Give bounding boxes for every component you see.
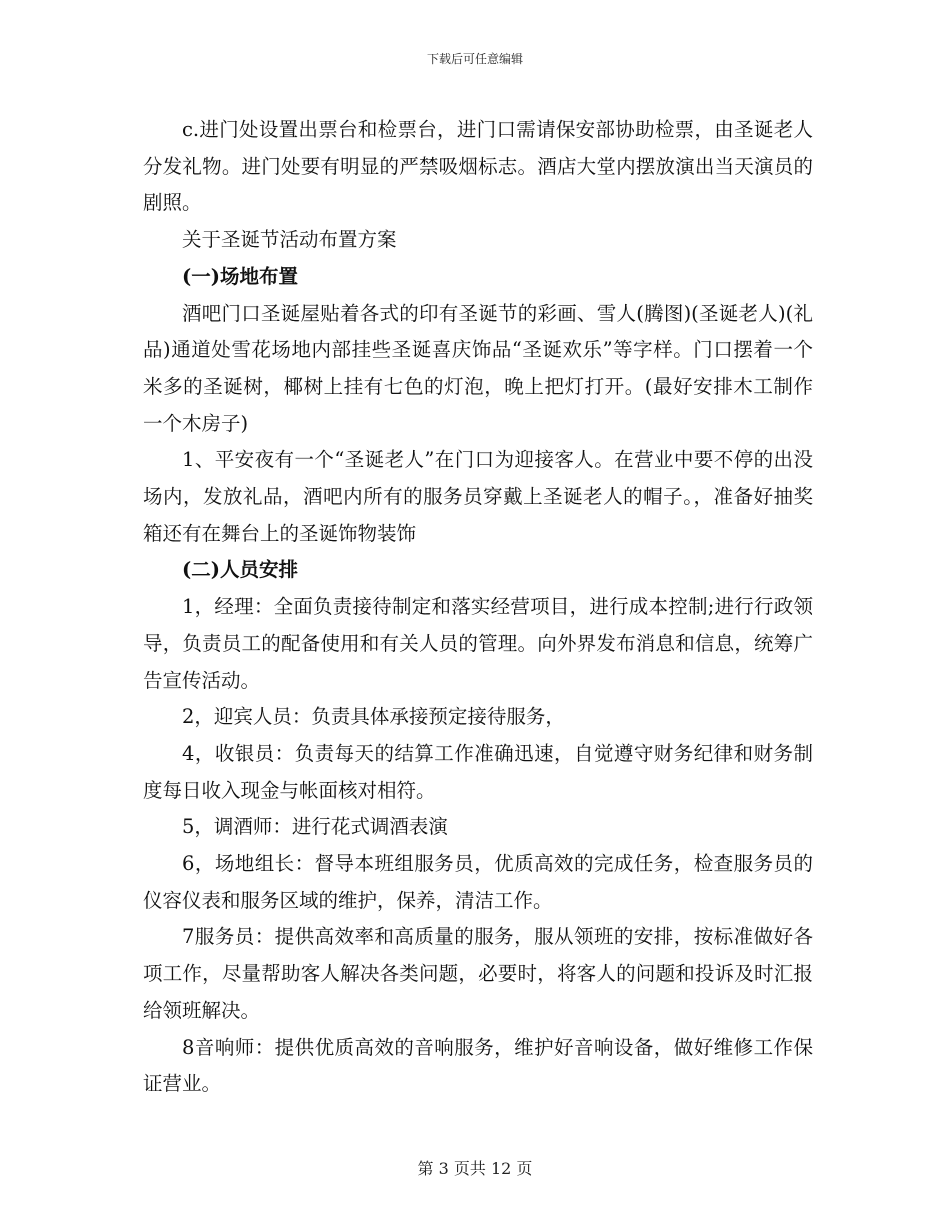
paragraph-floor-leader: 6，场地组长：督导本班组服务员，优质高效的完成任务，检查服务员的仪容仪表和服务区域的维护，保养，清洁工作。	[143, 852, 813, 912]
heading-staff-arrangement: (二)人员安排	[182, 558, 298, 582]
page-header: 下载后可任意编辑	[426, 52, 523, 66]
page-footer: 第 3 页共 12 页	[417, 1159, 533, 1178]
paragraph-waiter: 7服务员：提供高效率和高质量的服务，服从领班的安排，按标准做好各项工作，尽量帮助客人解决各类问题，必要时，将客人的问题和投诉及时汇报给领班解决。	[143, 925, 813, 1022]
paragraph-christmas-eve: 1、平安夜有一个“圣诞老人”在门口为迎接客人。在营业中要不停的出没场内，发放礼品，酒吧内所有的服务员穿戴上圣诞老人的帽子。，准备好抽奖箱还有在舞台上的圣诞饰物装饰	[143, 448, 813, 545]
document-body	[143, 112, 813, 1103]
heading-venue-layout: (一)场地布置	[182, 264, 298, 288]
paragraph-manager: 1，经理：全面负责接待制定和落实经营项目，进行成本控制;进行行政领导，负责员工的配备使用和有关人员的管理。向外界发布消息和信息，统筹广告宣传活动。	[143, 595, 813, 692]
paragraph-sound-engineer: 8音响师：提供优质高效的音响服务，维护好音响设备，做好维修工作保证营业。	[143, 1035, 813, 1096]
paragraph-cashier: 4，收银员：负责每天的结算工作准确迅速，自觉遵守财务纪律和财务制度每日收入现金与帐面核对相符。	[143, 741, 813, 802]
paragraph-entrance-setup: c.进门处设置出票台和检票台，进门口需请保安部协助检票，由圣诞老人分发礼物。进门处要有明显的严禁吸烟标志。酒店大堂内摆放演出当天演员的剧照。	[143, 118, 813, 215]
paragraph-bartender: 5，调酒师：进行花式调酒表演	[182, 815, 448, 839]
paragraph-greeter: 2，迎宾人员：负责具体承接预定接待服务，	[182, 705, 565, 729]
section-title: 关于圣诞节活动布置方案	[182, 228, 397, 252]
paragraph-bar-decoration: 酒吧门口圣诞屋贴着各式的印有圣诞节的彩画、雪人(腾图)(圣诞老人)(礼品)通道处雪花场地内部挂些圣诞喜庆饰品“圣诞欢乐”等字样。门口摆着一个米多的圣诞树，椰树上挂有七色的灯泡，晚上把灯打开。(最好安排木工制作一个木房子)	[143, 301, 813, 435]
